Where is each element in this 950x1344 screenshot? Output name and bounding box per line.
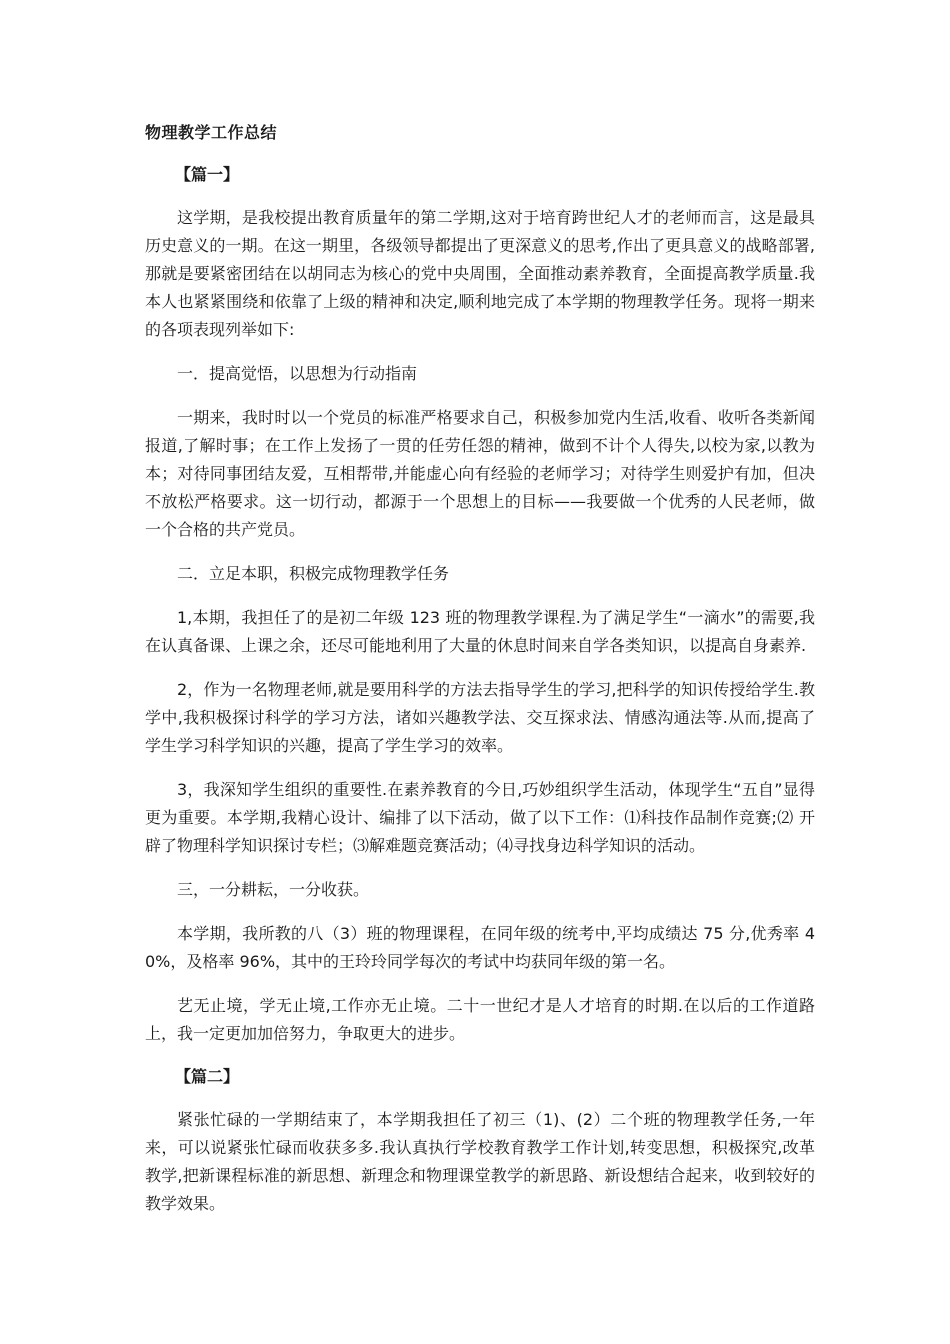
paragraph-results: 本学期，我所教的八（3）班的物理课程，在同年级的统考中,平均成绩达 75 分,优秀率 40%，及格率 96%，其中的王玲玲同学每次的考试中均获同年级的第一名。 — [145, 924, 815, 971]
heading-results: 三，一分耕耘，一分收获。 — [177, 880, 370, 899]
heading-teaching-tasks: 二．立足本职，积极完成物理教学任务 — [177, 564, 450, 583]
heading-awareness: 一．提高觉悟，以思想为行动指南 — [177, 364, 418, 383]
paragraph-intro: 这学期，是我校提出教育质量年的第二学期,这对于培育跨世纪人才的老师而言，这是最具历史意义的一期。在这一期里，各级领导都提出了更深意义的思考,作出了更具意义的战略部署,那就是要紧密团结在以胡同志为核心的党中央周围，全面推动素养教育，全面提高教学质量.我本人也紧紧围绕和依靠了上级的精神和决定,顺利地完成了本学期的物理教学任务。现将一期来的各项表现列举如下: — [145, 208, 815, 339]
paragraph-task-1: 1,本期，我担任了的是初二年级 123 班的物理教学课程.为了满足学生“一滴水”的需要,我在认真备课、上课之余，还尽可能地利用了大量的休息时间来自学各类知识，以提高自身素养. — [145, 608, 815, 655]
section-tag-part-two: 【篇二】 — [175, 1067, 240, 1086]
paragraph-awareness: 一期来，我时时以一个党员的标准严格要求自己，积极参加党内生活,收看、收听各类新闻报道,了解时事；在工作上发扬了一贯的任劳任怨的精神，做到不计个人得失,以校为家,以教为本；对待同事团结友爱，互相帮带,并能虚心向有经验的老师学习；对待学生则爱护有加，但决不放松严格要求。这一切行动，都源于一个思想上的目标——我要做一个优秀的人民老师，做一个合格的共产党员。 — [145, 408, 815, 539]
document-title: 物理教学工作总结 — [145, 123, 278, 142]
paragraph-part-two-intro: 紧张忙碌的一学期结束了，本学期我担任了初三（1)、(2）二个班的物理教学任务,一年来，可以说紧张忙碌而收获多多.我认真执行学校教育教学工作计划,转变思想，积极探究,改革教学,把新课程标准的新思想、新理念和物理课堂教学的新思路、新设想结合起来，收到较好的教学效果。 — [145, 1110, 815, 1213]
paragraph-task-3: 3，我深知学生组织的重要性.在素养教育的今日,巧妙组织学生活动，体现学生“五自”显得更为重要。本学期,我精心设计、编排了以下活动，做了以下工作：⑴科技作品制作竞赛;⑵ 开辟了物理科学知识探讨专栏；⑶解难题竞赛活动；⑷寻找身边科学知识的活动。 — [145, 780, 815, 855]
section-tag-part-one: 【篇一】 — [175, 165, 240, 184]
paragraph-task-2: 2，作为一名物理老师,就是要用科学的方法去指导学生的学习,把科学的知识传授给学生.教学中,我积极探讨科学的学习方法，诸如兴趣教学法、交互探求法、情感沟通法等.从而,提高了学生学习科学知识的兴趣，提高了学生学习的效率。 — [145, 680, 815, 755]
paragraph-outlook: 艺无止境，学无止境,工作亦无止境。二十一世纪才是人才培育的时期.在以后的工作道路上，我一定更加加倍努力，争取更大的进步。 — [145, 996, 815, 1043]
document-body — [145, 120, 815, 1234]
